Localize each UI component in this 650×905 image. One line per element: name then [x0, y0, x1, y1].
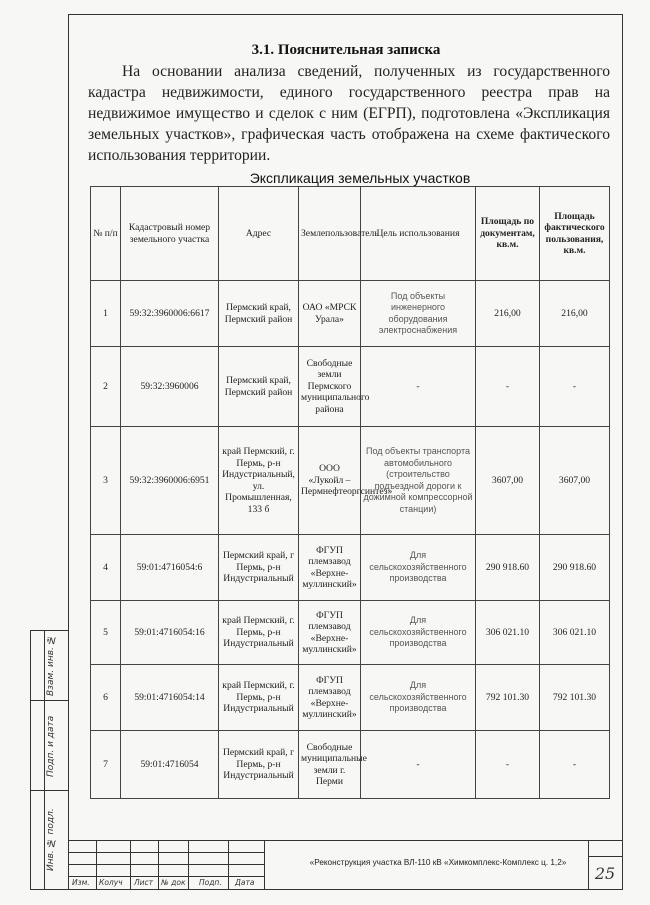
cell-area-fact: 216,00 [540, 281, 610, 347]
cell-num: 3 [91, 427, 121, 535]
stamp-izm: Изм. [72, 878, 90, 887]
cell-cadastral: 59:32:3960006:6617 [121, 281, 219, 347]
frame-bottom-border [30, 889, 622, 890]
header-purpose: Цель использования [361, 187, 476, 281]
cell-cadastral: 59:32:3960006 [121, 347, 219, 427]
section-heading: 3.1. Пояснительная записка [251, 42, 441, 58]
stamp-list: Лист [134, 878, 154, 887]
land-plots-table [90, 186, 610, 799]
cell-area-fact: 3607,00 [540, 427, 610, 535]
page-number: 25 [594, 864, 616, 883]
cell-num: 1 [91, 281, 121, 347]
stamp-data: Дата [235, 878, 255, 887]
stamp-koluch: Колуч [99, 878, 123, 887]
header-user: Землепользователь [299, 187, 361, 281]
cell-area-doc: 290 918.60 [476, 535, 540, 601]
cell-num: 2 [91, 347, 121, 427]
cell-address: Пермский край, г Пермь, р-н Индустриальный [219, 535, 299, 601]
cell-user: ОАО «МРСК Урала» [299, 281, 361, 347]
cell-user: ФГУП племзавод «Верхне-муллинский» [299, 601, 361, 665]
inv-sub-label: Инв. № подл. [46, 808, 56, 872]
cell-purpose: Под объекты инженерного оборудования электроснабжения [361, 281, 476, 347]
table-row [91, 347, 610, 427]
cell-purpose: - [361, 731, 476, 799]
project-title: «Реконструкция участка ВЛ-110 кВ «Химкомплекс-Комплекс ц. 1,2» [309, 858, 567, 867]
cell-purpose: - [361, 347, 476, 427]
frame-left-border [68, 14, 69, 890]
cell-num: 4 [91, 535, 121, 601]
header-address: Адрес [219, 187, 299, 281]
cell-area-fact: 290 918.60 [540, 535, 610, 601]
cell-area-fact: - [540, 347, 610, 427]
cell-area-doc: 3607,00 [476, 427, 540, 535]
cell-cadastral: 59:01:4716054:16 [121, 601, 219, 665]
cell-purpose: Для сельскохозяйственного производства [361, 665, 476, 731]
header-cadastral: Кадастровый номер земельного участка [121, 187, 219, 281]
cell-user: Свободные земли Пермского муниципального района [299, 347, 361, 427]
frame-right-border [622, 14, 623, 890]
title-block [68, 840, 622, 889]
cell-address: край Пермский, г. Пермь, р-н Индустриальный, ул. Промышленная, 133 б [219, 427, 299, 535]
cell-area-doc: - [476, 347, 540, 427]
header-area-fact: Площадь фактического пользования, кв.м. [540, 187, 610, 281]
cell-cadastral: 59:01:4716054:14 [121, 665, 219, 731]
cell-user: ФГУП племзавод «Верхне-муллинский» [299, 665, 361, 731]
cell-area-doc: 306 021.10 [476, 601, 540, 665]
cell-cadastral: 59:01:4716054 [121, 731, 219, 799]
cell-area-doc: - [476, 731, 540, 799]
table-row [91, 665, 610, 731]
cell-num: 5 [91, 601, 121, 665]
table-header-row [91, 187, 610, 281]
header-num: № п/п [91, 187, 121, 281]
cell-user: ФГУП племзавод «Верхне-муллинский» [299, 535, 361, 601]
cell-address: Пермский край, Пермский район [219, 347, 299, 427]
header-area-doc: Площадь по документам, кв.м. [476, 187, 540, 281]
cell-address: Пермский край, г Пермь, р-н Индустриальный [219, 731, 299, 799]
cell-address: край Пермский, г. Пермь, р-н Индустриальный [219, 601, 299, 665]
replace-inv-label: Взам. инв. № [46, 634, 56, 696]
cell-cadastral: 59:01:4716054:6 [121, 535, 219, 601]
table-row [91, 535, 610, 601]
cell-num: 7 [91, 731, 121, 799]
cell-num: 6 [91, 665, 121, 731]
cell-area-doc: 216,00 [476, 281, 540, 347]
cell-area-fact: 792 101.30 [540, 665, 610, 731]
cell-purpose: Для сельскохозяйственного производства [361, 535, 476, 601]
stamp-ndok: № док [161, 878, 186, 887]
cell-purpose: Для сельскохозяйственного производства [361, 601, 476, 665]
frame-top-border [68, 14, 622, 15]
table-row [91, 731, 610, 799]
table-row [91, 601, 610, 665]
explanatory-paragraph [88, 61, 610, 166]
side-stamp-strip [30, 630, 68, 889]
cell-address: край Пермский, г. Пермь, р-н Индустриальный [219, 665, 299, 731]
cell-user: ООО «Лукойл – Пермнефтеоргсинтез» [299, 427, 361, 535]
sign-date-label: Подп. и дата [46, 715, 56, 777]
cell-cadastral: 59:32:3960006:6951 [121, 427, 219, 535]
table-title: Экспликация земельных участков [249, 170, 471, 186]
paragraph-text: На основании анализа сведений, полученных из государственного кадастра недвижимости, единого государственного реестра прав на недвижимое имущество и сделок с ним (ЕГРП), подготовлена «Экспликация земельных участков», графическая часть отображена на схеме фактического использования территории. [88, 63, 610, 164]
table-row [91, 281, 610, 347]
cell-area-fact: 306 021.10 [540, 601, 610, 665]
cell-user: Свободные муниципальные земли г. Перми [299, 731, 361, 799]
cell-area-doc: 792 101.30 [476, 665, 540, 731]
table-row [91, 427, 610, 535]
cell-area-fact: - [540, 731, 610, 799]
cell-address: Пермский край, Пермский район [219, 281, 299, 347]
stamp-podp: Подп. [199, 878, 222, 887]
cell-purpose: Под объекты транспорта автомобильного (строительство подъездной дороги к дожимной компрессорной станции) [361, 427, 476, 535]
